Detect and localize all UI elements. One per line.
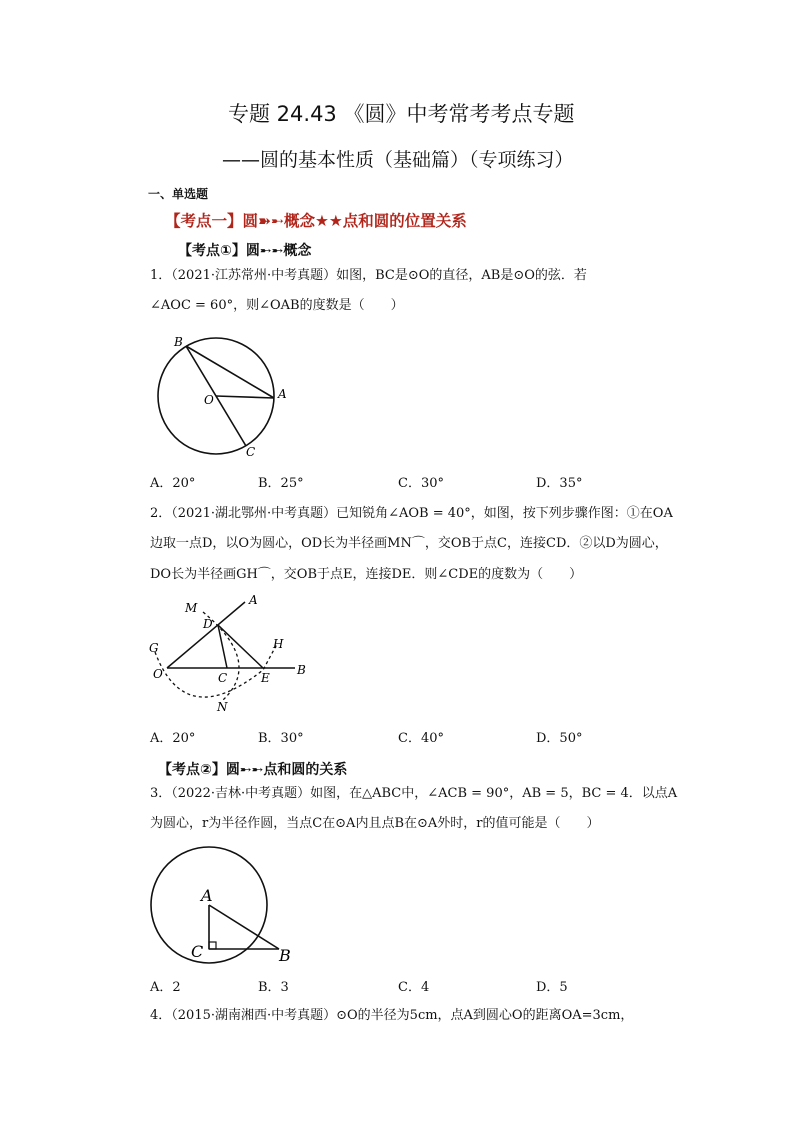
question-2-line-2: 边取一点D，以O为圆心，OD长为半径画MN⌒，交OB于点C，连接CD．②以D为圆心， <box>150 536 668 551</box>
arc-gh <box>155 644 277 697</box>
label-c: C <box>191 942 204 961</box>
label-a: A <box>249 593 258 607</box>
kaodian-subheading-1: 【考点①】圆➸➸概念 <box>178 243 312 259</box>
section-heading: 一、单选题 <box>148 187 209 201</box>
q3-option-a[interactable]: A．2 <box>150 980 181 995</box>
q1-option-d[interactable]: D．35° <box>536 476 583 491</box>
label-o: O <box>153 667 163 681</box>
ray-oa <box>167 602 245 668</box>
q1-option-c[interactable]: C．30° <box>398 476 444 491</box>
label-o: O <box>204 393 214 407</box>
question-3-line-2: 为圆心，r为半径作圆，当点C在⊙A内且点B在⊙A外时，r的值可能是（ ） <box>150 816 600 831</box>
label-d: D <box>203 617 213 631</box>
question-1-line-1: 1．（2021·江苏常州·中考真题）如图，BC是⊙O的直径，AB是⊙O的弦．若 <box>150 268 587 283</box>
page-subtitle: ——圆的基本性质（基础篇）（专项练习） <box>222 149 574 171</box>
question-1-line-2: ∠AOC = 60°，则∠OAB的度数是（ ） <box>150 298 404 313</box>
label-b: B <box>174 335 183 349</box>
chord-ab <box>186 346 274 398</box>
question-4-line-1: 4．（2015·湖南湘西·中考真题）⊙O的半径为5cm，点A到圆心O的距离OA=3cm， <box>150 1008 634 1023</box>
kaodian-subheading-2: 【考点②】圆➸➸点和圆的关系 <box>158 762 348 778</box>
segment-ab <box>209 905 279 949</box>
question-3-figure <box>145 845 305 970</box>
question-1-figure <box>150 330 290 465</box>
q2-option-b[interactable]: B．30° <box>258 731 304 746</box>
label-a: A <box>201 886 213 905</box>
q2-option-c[interactable]: C．40° <box>398 731 444 746</box>
question-2-figure <box>145 592 325 717</box>
label-m: M <box>185 601 198 615</box>
q2-option-d[interactable]: D．50° <box>536 731 583 746</box>
question-2-line-1: 2．（2021·湖北鄂州·中考真题）已知锐角∠AOB = 40°，如图，按下列步骤作图：①在OA <box>150 506 673 521</box>
right-angle-mark <box>209 942 216 949</box>
label-b: B <box>297 663 306 677</box>
q1-option-a[interactable]: A．20° <box>150 476 196 491</box>
segment-oa <box>216 396 274 398</box>
label-a: A <box>278 387 287 401</box>
label-g: G <box>149 641 159 655</box>
q3-option-d[interactable]: D．5 <box>536 980 568 995</box>
page-title: 专题 24.43 《圆》中考常考考点专题 <box>228 102 575 126</box>
q3-option-b[interactable]: B．3 <box>258 980 289 995</box>
q2-option-a[interactable]: A．20° <box>150 731 196 746</box>
kaodian-heading-1: 【考点一】圆➽➸概念★★点和圆的位置关系 <box>165 212 467 230</box>
label-b: B <box>279 946 291 965</box>
label-e: E <box>261 671 270 685</box>
q1-option-b[interactable]: B．25° <box>258 476 304 491</box>
label-c: C <box>218 671 228 685</box>
label-n: N <box>217 700 228 714</box>
question-2-line-3: DO长为半径画GH⌒，交OB于点E，连接DE．则∠CDE的度数为（ ） <box>150 567 583 582</box>
question-3-line-1: 3．（2022·吉林·中考真题）如图，在△ABC中，∠ACB = 90°，AB = 5，BC = 4．以点A <box>150 786 678 801</box>
label-h: H <box>273 637 284 651</box>
q3-option-c[interactable]: C．4 <box>398 980 430 995</box>
label-c: C <box>246 445 256 459</box>
segment-de <box>218 625 263 668</box>
